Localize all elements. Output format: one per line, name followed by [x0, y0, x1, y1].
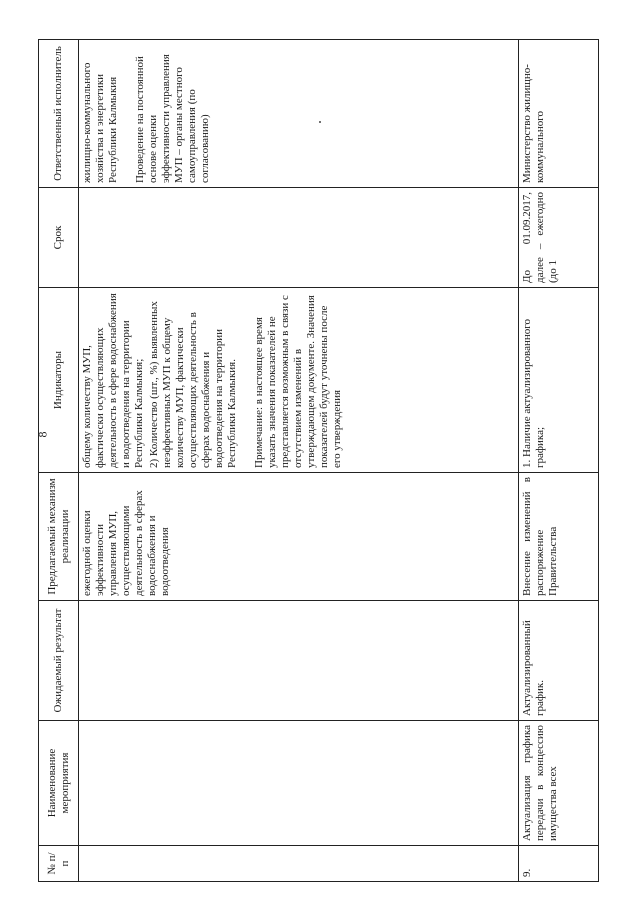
cell-mechanism: ежегодной оценки эффективности управления МУП, осуществляющими деятельность в сферах водоснабжения и водоотведения: [79, 473, 519, 601]
header-result: Ожидаемый результат: [39, 601, 79, 721]
header-term: Срок: [39, 188, 79, 288]
cell-result: Актуализированный график.: [519, 601, 599, 721]
cell-num: [79, 846, 519, 882]
cell-mechanism: Внесение изменений в распоряжение Правительства: [519, 473, 599, 601]
responsible-part-2: Проведение на постоянной основе оценки эффективности управления МУП – органы местного самоуправления (по согласованию): [134, 54, 211, 183]
cell-term: [79, 188, 519, 288]
indicators-part-2: 2) Количество (шт., %) выявленных неэффективных МУП к общему количеству МУП, фактически осуществляющих деятельность в сферах водоснабжения и водоотведения на территории Республики Калмыкия.: [148, 301, 238, 468]
header-name: Наименование мероприятия: [39, 721, 79, 846]
header-indicators: Индикаторы: [39, 288, 79, 473]
indicators-part-1: общему количеству МУП, фактически осуществляющих деятельность в сфере водоснабжения и водоотведения на территории Республики Калмыкия;: [81, 293, 145, 468]
header-num: № п/п: [39, 846, 79, 882]
cell-responsible: Министерство жилищно-коммунального: [519, 40, 599, 188]
rotated-table: [35, 40, 598, 882]
table-row: [519, 40, 599, 882]
responsible-part-1: жилищно-коммунального хозяйства и энергетики Республики Калмыкия: [81, 62, 119, 183]
indicators-note: Примечание: в настоящее время указать значения показателей не представляется возможным в связи с отсутствием изменений в утверждающем документе. Значения показателей будут уточнены после его утверждения: [253, 295, 343, 468]
page-number: 8: [35, 431, 50, 438]
cell-indicators: 1. Наличие актуализированного графика;: [519, 288, 599, 473]
header-mechanism: Предлагаемый механизм реализации: [39, 473, 79, 601]
table-row: [79, 40, 519, 882]
cell-indicators: [79, 288, 519, 473]
cell-result: [79, 601, 519, 721]
rotated-table-wrapper: [35, 40, 598, 882]
cell-responsible: [79, 40, 519, 188]
measures-table: [35, 39, 599, 882]
header-responsible: Ответственный исполнитель: [39, 40, 79, 188]
cell-num: 9.: [519, 846, 599, 882]
cell-name: Актуализация графика передачи в концессию имущества всех: [519, 721, 599, 846]
table-header-row: [39, 40, 79, 882]
cell-name: [79, 721, 519, 846]
cell-term: До 01.09.2017, далее – ежегодно (до 1: [519, 188, 599, 288]
